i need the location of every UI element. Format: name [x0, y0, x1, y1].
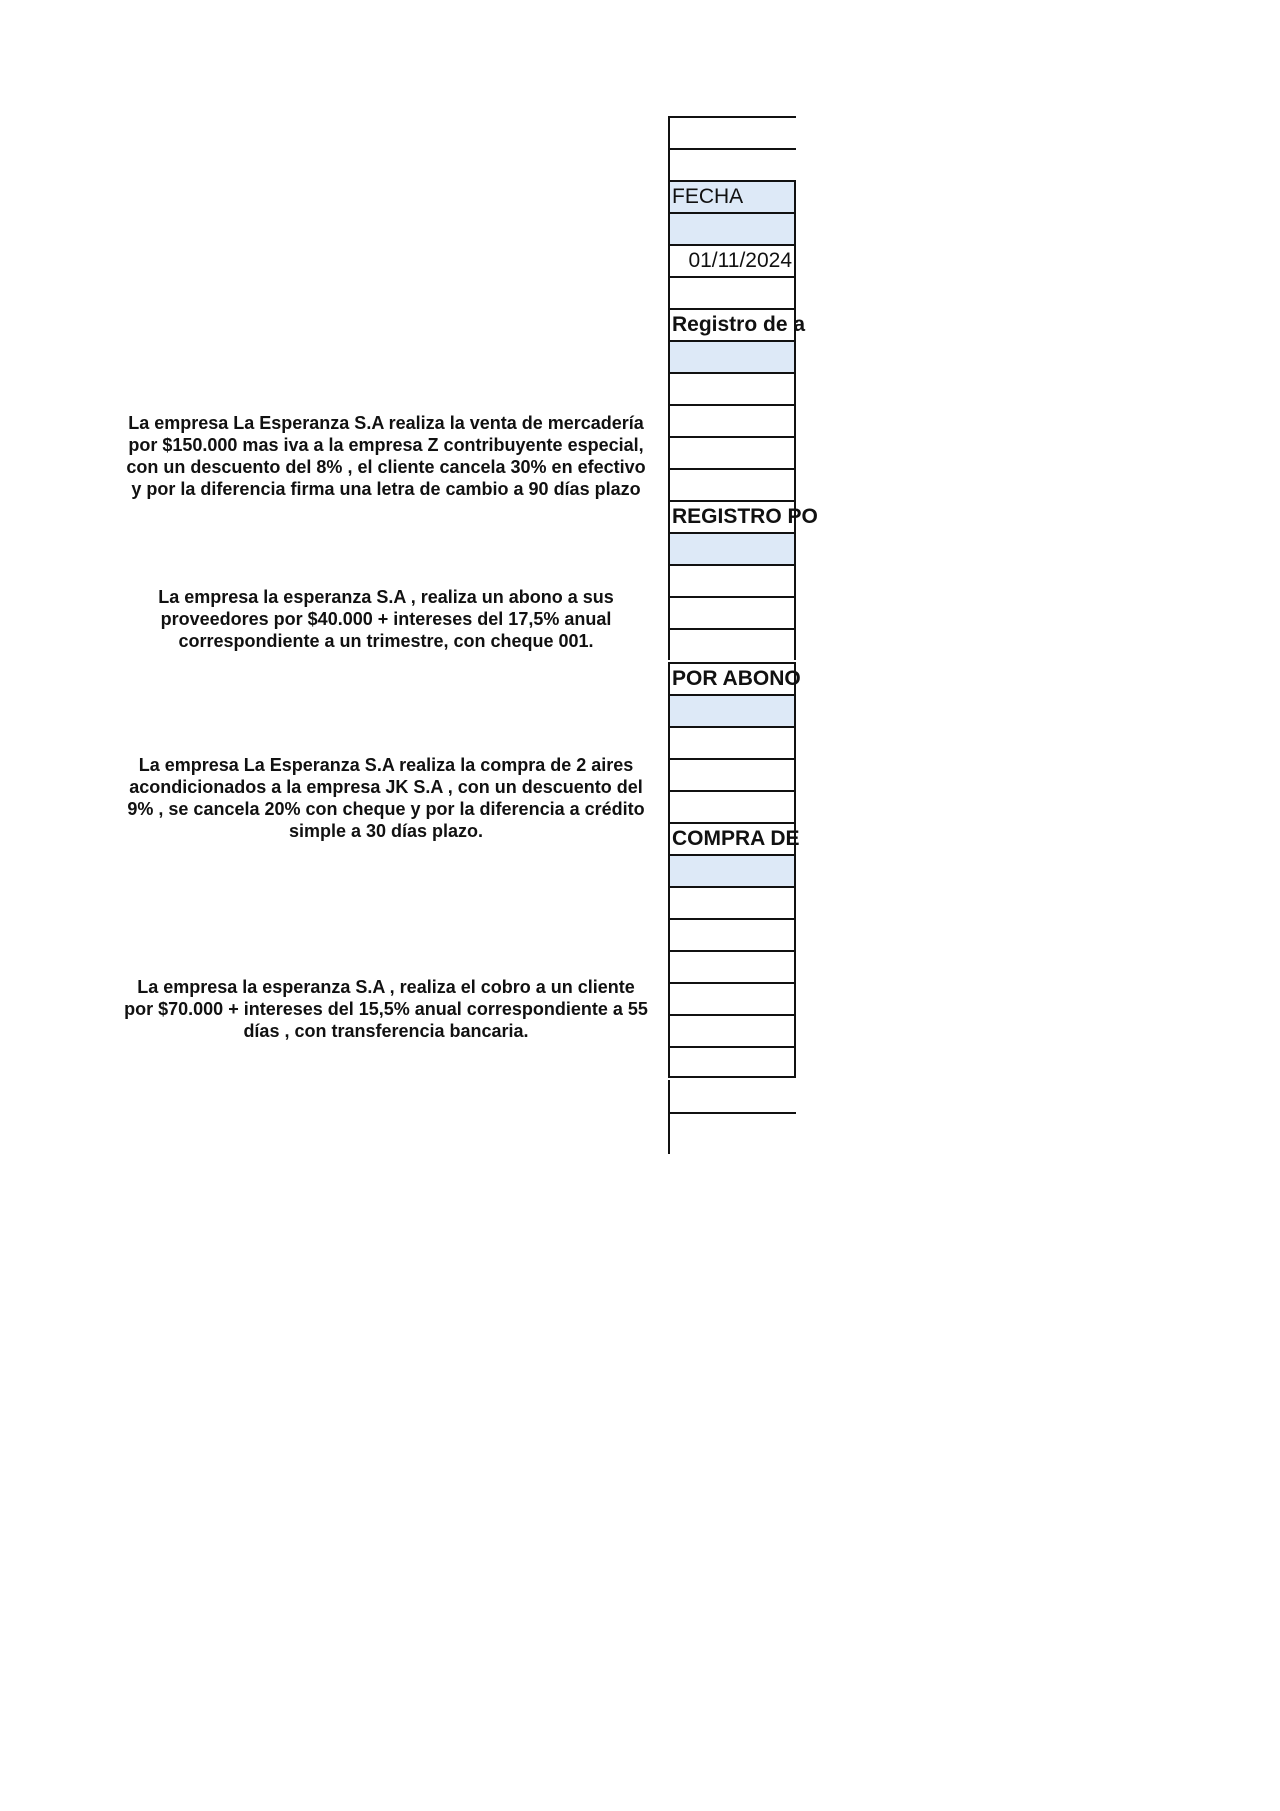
ledger-cell[interactable] — [668, 726, 796, 758]
date-cell[interactable]: 01/11/2024 — [668, 244, 796, 276]
section-blue-row[interactable] — [668, 532, 796, 564]
ledger-cell[interactable] — [668, 148, 796, 180]
ledger-cell[interactable] — [668, 982, 796, 1014]
ledger-cell[interactable] — [668, 628, 796, 660]
section-blue-row[interactable] — [668, 340, 796, 372]
ledger-cell[interactable] — [668, 404, 796, 436]
ledger-cell[interactable] — [668, 276, 796, 308]
ledger-cell[interactable] — [668, 116, 796, 148]
ledger-cell[interactable] — [668, 1080, 796, 1112]
ledger-cell[interactable] — [668, 886, 796, 918]
ledger-cell[interactable] — [668, 950, 796, 982]
ledger-cell[interactable] — [668, 918, 796, 950]
ledger-cell[interactable] — [668, 758, 796, 790]
header-blank-cell[interactable] — [668, 212, 796, 244]
exercise-statement-1: La empresa La Esperanza S.A realiza la venta de mercadería por $150.000 mas iva a la empresa Z contribuyente especial, con un descuento del 8% , el cliente cancela 30% en efectivo y por la diferencia firma una letra de cambio a 90 días plazo — [126, 413, 646, 499]
exercise-statement-3: La empresa La Esperanza S.A realiza la compra de 2 aires acondicionados a la empresa JK S.A , con un descuento del 9% , se cancela 20% con cheque y por la diferencia a crédito simple a 30 días plazo. — [127, 755, 645, 841]
exercise-statement-4: La empresa la esperanza S.A , realiza el cobro a un cliente por $70.000 + intereses del 15,5% anual correspondiente a 55 días , con transferencia bancaria. — [124, 977, 648, 1041]
ledger-cell[interactable] — [668, 596, 796, 628]
ledger-column — [668, 116, 818, 1154]
section-blue-row[interactable] — [668, 854, 796, 886]
ledger-cell[interactable] — [668, 468, 796, 500]
exercise-statement-2: La empresa la esperanza S.A , realiza un abono a sus proveedores por $40.000 + intereses del 17,5% anual correspondiente a un trimestre, con cheque 001. — [158, 587, 614, 651]
ledger-cell[interactable] — [668, 372, 796, 404]
section-header-por-abono: POR ABONO — [668, 662, 796, 694]
ledger-cell[interactable] — [668, 564, 796, 596]
ledger-cell[interactable] — [668, 1112, 796, 1154]
section-blue-row[interactable] — [668, 694, 796, 726]
section-header-registro-po: REGISTRO PO — [668, 500, 796, 532]
ledger-cell[interactable] — [668, 436, 796, 468]
fecha-header-cell: FECHA — [668, 180, 796, 212]
section-header-registro: Registro de a — [668, 308, 796, 340]
section-header-compra-de: COMPRA DE — [668, 822, 796, 854]
ledger-cell[interactable] — [668, 790, 796, 822]
ledger-cell[interactable] — [668, 1014, 796, 1046]
ledger-cell[interactable] — [668, 1046, 796, 1078]
